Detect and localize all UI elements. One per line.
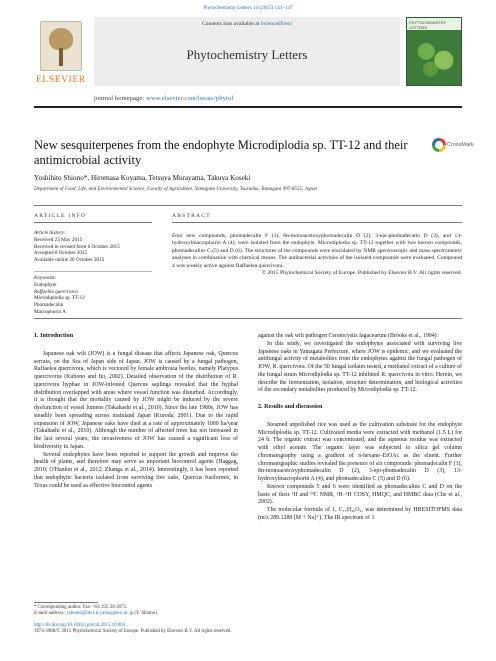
- introduction-paragraph: Japanese oak wilt (JOW) is a fungal disease that affects Japanese oak, Quercus serrata, on the Sea of Japan side of Japan. JOW is caused by a fungal pathogen, Raffaelea quercivora, which is vectored by female ambrosia beetles, namely Platypus quercivorus (Kubono and Ito, 2002). Detailed observation of the distribution of R. quercivora hyphae in JOW-infested Quercus saplings revealed that the hyphal distribution overlapped with areas where vessel function was disturbed. Accordingly, it is thought that the mortality caused by JOW might be induced by the severe dysfunction of vessel lumens (Takahashi et al., 2010). Since the late 1980s, JOW has steadily been spreading across mainland Japan (Kuroda, 2001). Due to the rapid expansion of JOW, Japanese oaks have died at a rate of approximately 1000 ha/year (Takahashi et al., 2010). Although the number of affected trees has not increased in the last several years, the invasiveness of JOW has caused a significant loss of biodiversity in Japan.: [34, 350, 238, 450]
- article-history: [34, 230, 152, 264]
- tree-logo-icon: [40, 21, 82, 71]
- footnote-divider: [34, 602, 98, 603]
- journal-homepage: [94, 95, 233, 102]
- introduction-paragraph: Several endophytes have been reported to support the growth and improve the health of plants, and therefore may serve as important biocontrol agents (Haggag, 2010; O'Hanlon et al., 2012; Zhanga et al., 2014). Interestingly, it has been reported that endophytic bacteria isolated from surviving live oaks, Quercus fusiformis, in Texas could be used as effective biocontrol agents: [34, 451, 238, 489]
- body-paragraph: In this study, we investigated the endophytes associated with surviving live Japanese oaks in Yamagata Prefecture, where JOW is epidemic, and we evaluated the antifungal activity of metabolites from the endophytes against the fungal pathogen of JOW, R. quercivora. Of the 50 fungal isolates tested, a methanol extract of a culture of the fungal strain Microdiplodia sp. TT-12 inhibited R. quercivora in vitro. Herein, we describe the fermentation, isolation, structure determination, and biological activities of the secondary metabolites produced by Microdiplodia sp. TT-12.: [258, 340, 462, 394]
- sciencedirect-link[interactable]: ScienceDirect: [260, 21, 293, 27]
- abstract-copyright: © 2015 Phytochemical Society of Europe. Published by Elsevier B.V. All rights reserved.: [261, 270, 462, 277]
- journal-cover-image[interactable]: [406, 17, 462, 86]
- abstract-label-rule: [172, 222, 462, 223]
- keyword-item: Raffaelea quercivora: [34, 288, 78, 295]
- results-paragraph: Steamed unpolished rice was used as the cultivation substrate for the endophyte Microdiplodia sp. TT-12. Cultivated media were extracted with methanol (1.5 L) for 24 h. The organic extract was concentrated, and the aqueous residue was extracted with ethyl acetate. The organic layer was subjected to silica gel column chromatography using a gradient of n-hexane–EtOAc as the eluent. Further chromatographic studies revealed the presence of six compounds: phomadecalin F (1), 8α-monoacetoxyphomadecalin D (2), 3-epi-phomadecalin D (3), 13-hydroxylmacrophorin A (4), and phomadecalins C (5) and D (6).: [258, 421, 462, 482]
- contents-line: [94, 21, 400, 27]
- doi-link[interactable]: http://dx.doi.org/10.1016/j.phytol.2015.10.004: [34, 623, 126, 628]
- issn-copyright: 1874-3900/© 2015 Phytochemical Society of Europe. Published by Elsevier B.V. All rights reserved.: [34, 629, 232, 635]
- results-paragraph: Known compounds 5 and 6 were identified as phomadecalins C and D on the basis of their ¹H and ¹³C NMR, ¹H–¹H COSY, HMQC, and HMBC data (Che et al., 2002).: [258, 483, 462, 506]
- keywords-block: [34, 275, 152, 316]
- corresponding-author-note: * Corresponding author. Fax: +81 235 28 2873.: [34, 605, 128, 610]
- keywords-heading: Keywords:: [34, 275, 57, 281]
- keyword-item: Phomadecalin: [34, 302, 64, 309]
- email-note: [34, 611, 294, 617]
- crossmark-badge[interactable]: [432, 138, 474, 162]
- info-divider: [34, 205, 462, 206]
- journal-citation: Phytochemistry Letters 14 (2015) 143–147: [203, 5, 293, 11]
- abstract-body: [172, 233, 462, 278]
- left-column: [34, 333, 238, 490]
- leaf-illustration: [413, 36, 457, 80]
- email-suffix: (Y. Shiono).: [133, 611, 159, 617]
- history-accepted: Accepted 8 October 2015: [34, 250, 88, 257]
- body-paragraph: against the oak wilt pathogen Ceratocystis fagacearum (Brooks et al., 1994).: [258, 333, 439, 339]
- cover-title: PHYTOCHEMISTRY LETTERS: [409, 20, 447, 30]
- doi-block: [34, 623, 294, 636]
- crossmark-label: CrossMark: [447, 142, 474, 148]
- email-prefix: E-mail address:: [34, 611, 67, 617]
- journal-header: [34, 17, 462, 101]
- email-link[interactable]: yshiono@tds1.tr.yamagata-u.ac.jp: [66, 611, 134, 617]
- publisher-wordmark: ELSEVIER: [36, 75, 86, 85]
- keywords-rule: [34, 271, 152, 272]
- contents-prefix: Contents lists available at: [201, 21, 261, 27]
- info-label-rule: [34, 222, 152, 223]
- right-column: [258, 333, 462, 523]
- header-divider: [34, 106, 462, 108]
- results-heading: 2. Results and discussion: [258, 404, 323, 410]
- introduction-heading: 1. Introduction: [34, 333, 74, 339]
- history-revised: Received in revised form 6 October 2015: [34, 243, 120, 250]
- homepage-link[interactable]: www.elsevier.com/locate/phytol: [146, 95, 234, 102]
- article-info-label: ARTICLE INFO: [34, 213, 87, 219]
- author-list: Yoshihito Shiono*, Hiromasa Koyama, Tetsuya Murayama, Takuya Koseki: [34, 174, 251, 182]
- keyword-item: Macrophorin A: [34, 308, 66, 315]
- body-divider: [34, 318, 462, 319]
- history-online: Available online 20 October 2015: [34, 257, 105, 264]
- author-affiliation: Department of Food, Life, and Environmental Science, Faculty of Agriculture, Yamagata University, Tsuruoka, Yamagata 997-8555, Japan: [34, 186, 318, 192]
- keyword-item: Endophyte: [34, 281, 57, 288]
- elsevier-logo[interactable]: [34, 17, 88, 91]
- footnotes: [34, 605, 294, 618]
- history-heading: Article history:: [34, 230, 66, 236]
- keyword-item: Microdiplodia sp. TT-12: [34, 295, 85, 302]
- article-title: New sesquiterpenes from the endophyte Microdiplodia sp. TT-12 and their antimicrobial activity: [34, 138, 408, 167]
- journal-banner: [94, 17, 400, 86]
- crossmark-icon: [432, 138, 446, 152]
- history-received: Received 23 May 2015: [34, 236, 83, 243]
- abstract-label: ABSTRACT: [172, 213, 211, 219]
- homepage-prefix: journal homepage:: [94, 95, 147, 102]
- journal-title: Phytochemistry Letters: [186, 47, 308, 62]
- results-paragraph: The molecular formula of 1, C₁₅H₂₆O₄, was determined by HRESITOFMS data (m/z 289.1289 [M + Na]⁺). The IR spectrum of 1: [258, 507, 462, 521]
- abstract-paragraph: Four new compounds, phomadecalin F (1), 8α-monoacetoxyphomadecalin D (2), 3-epi-phomadecalin D (3), and 13-hydroxylmacrophorin A (4), were isolated from the endophyte, Microdiplodia sp. TT-12 together with two known compounds, phomadecalins C (5) and D (6). The structures of the compounds were elucidated by NMR spectroscopic and mass spectrometric analyses in combination with chemical means. The antibacterial activities of the isolated compounds were evaluated. Compound 4 was weakly active against Raffaelea quercivora.: [172, 233, 462, 269]
